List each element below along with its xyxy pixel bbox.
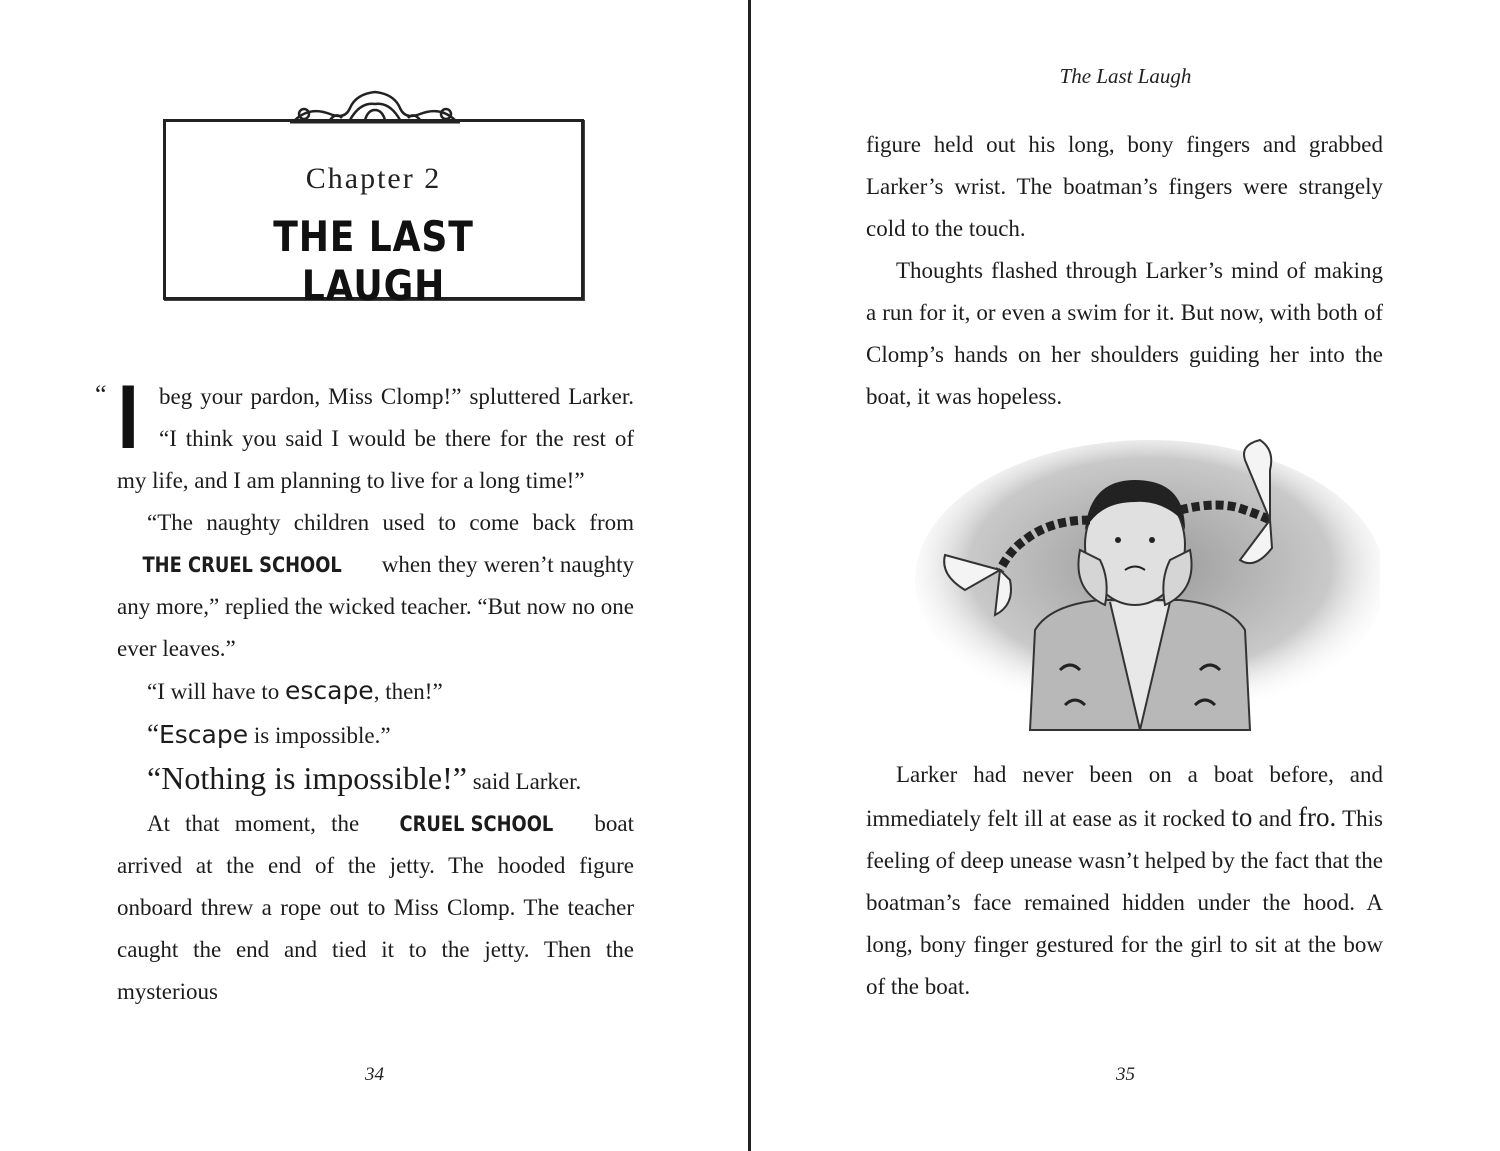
- paragraph: [117, 757, 634, 803]
- paragraph-text: “I will have to: [147, 679, 285, 704]
- paragraph-text: beg your pardon, Miss Clomp!” spluttered Larker. “I think you said I would be there for the rest of my life, and I am planning to live for a long time!”: [117, 384, 634, 493]
- paragraph-text: is impossible.”: [248, 723, 391, 748]
- right-body-text-top: [866, 124, 1383, 418]
- paragraph-text: “The naughty children used to come back from: [147, 510, 634, 535]
- paragraph-text: This feeling of deep unease wasn’t helped by the fact that the boatman’s face remained hidden under the hood. A long, bony finger gestured for the girl to sit at the bow of the boat.: [866, 806, 1383, 999]
- paragraph: [866, 754, 1383, 1008]
- emphasis-word: Escape: [158, 720, 249, 749]
- left-page: [0, 0, 749, 1151]
- chapter-ornament-icon: [290, 84, 460, 124]
- page-number: 34: [365, 1064, 384, 1085]
- paragraph: [117, 670, 634, 713]
- paragraph: [117, 803, 634, 1013]
- school-name-caps: CRUEL SCHOOL: [399, 812, 554, 836]
- drop-quote: “: [95, 380, 107, 409]
- paragraph-text: said Larker.: [466, 769, 582, 794]
- paragraph-text: Larker had never been on a boat before, and immediately felt ill at ease as it rocked: [866, 762, 1383, 831]
- chapter-title: THE LAST LAUGH: [273, 212, 474, 310]
- emphasis-word: fro.: [1298, 802, 1337, 832]
- emphasis-word: escape: [284, 676, 374, 705]
- paragraph-text: and: [1252, 806, 1299, 831]
- paragraph-text: “: [147, 719, 159, 749]
- chapter-number: Chapter 2: [305, 162, 442, 195]
- chapter-heading-box: [163, 119, 584, 310]
- paragraph: [117, 713, 634, 757]
- right-body-text-bottom: [866, 754, 1383, 1008]
- paragraph: figure held out his long, bony fingers and grabbed Larker’s wrist. The boatman’s fingers were strangely cold to the touch.: [866, 132, 1383, 241]
- paragraph-text: when they weren’t naughty any more,” replied the wicked teacher. “But now no one ever leaves.”: [117, 552, 634, 661]
- paragraph: Thoughts flashed through Larker’s mind of making a run for it, or even a swim for it. But now, with both of Clomp’s hands on her shoulders guiding her into the boat, it was hopeless.: [866, 258, 1383, 409]
- page-number: 35: [1116, 1064, 1135, 1085]
- paragraph: [95, 369, 634, 502]
- paragraph: [117, 502, 634, 670]
- left-body-text: [95, 369, 634, 1013]
- running-head: The Last Laugh: [1059, 64, 1192, 88]
- school-name-caps: THE CRUEL SCHOOL: [142, 553, 342, 577]
- paragraph-text: , then!”: [373, 679, 443, 704]
- girl-illustration-icon: [900, 430, 1380, 740]
- paragraph-text: At that moment, the: [147, 811, 375, 836]
- paragraph-text: boat arrived at the end of the jetty. The hooded figure onboard threw a rope out to Miss Clomp. The teacher caught the end and tied it to the jetty. Then the mysterious: [117, 811, 634, 1004]
- drop-cap: I: [117, 369, 140, 469]
- emphasis-word: to: [1231, 802, 1253, 832]
- emphasis-phrase: “Nothing is impossible!”: [147, 760, 467, 796]
